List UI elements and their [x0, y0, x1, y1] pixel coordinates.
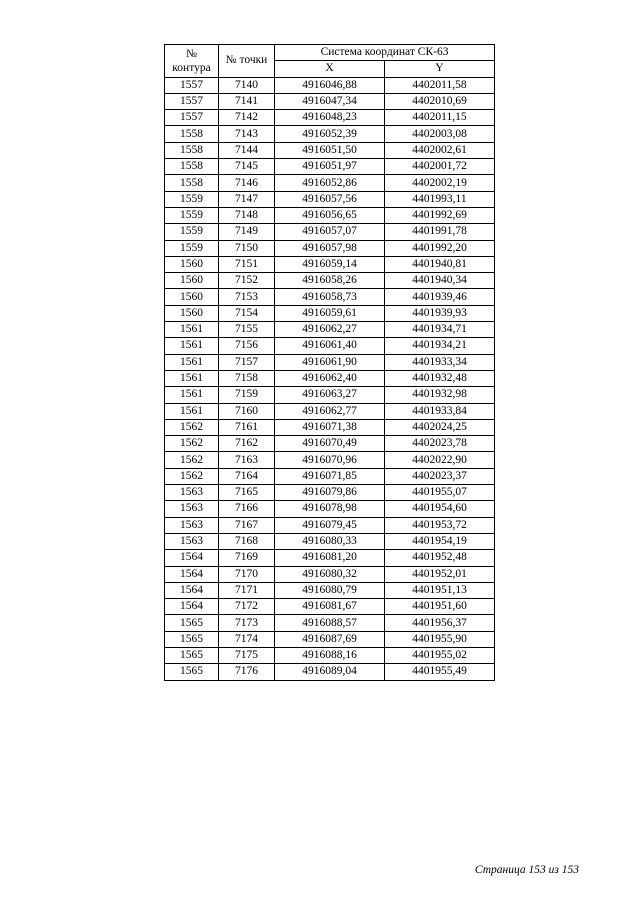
point-cell: 7161 — [219, 419, 275, 435]
point-cell: 7148 — [219, 207, 275, 223]
point-cell: 7158 — [219, 370, 275, 386]
y-cell: 4402002,19 — [385, 175, 495, 191]
contour-cell: 1560 — [165, 256, 219, 272]
x-cell: 4916081,20 — [275, 550, 385, 566]
x-cell: 4916063,27 — [275, 387, 385, 403]
table-row — [165, 370, 495, 386]
point-cell: 7163 — [219, 452, 275, 468]
point-cell: 7156 — [219, 338, 275, 354]
point-cell: 7173 — [219, 615, 275, 631]
point-cell: 7162 — [219, 436, 275, 452]
contour-cell: 1561 — [165, 322, 219, 338]
x-cell: 4916062,77 — [275, 403, 385, 419]
contour-cell: 1565 — [165, 664, 219, 680]
x-cell: 4916071,38 — [275, 419, 385, 435]
y-cell: 4401955,02 — [385, 647, 495, 663]
point-cell: 7172 — [219, 599, 275, 615]
contour-cell: 1563 — [165, 485, 219, 501]
contour-cell: 1558 — [165, 126, 219, 142]
point-cell: 7176 — [219, 664, 275, 680]
point-cell: 7165 — [219, 485, 275, 501]
point-cell: 7150 — [219, 240, 275, 256]
x-cell: 4916052,86 — [275, 175, 385, 191]
table-row — [165, 599, 495, 615]
point-cell: 7149 — [219, 224, 275, 240]
contour-cell: 1557 — [165, 110, 219, 126]
table-row — [165, 338, 495, 354]
contour-cell: 1562 — [165, 452, 219, 468]
page-number: Страница 153 из 153 — [474, 864, 579, 876]
y-cell: 4401934,21 — [385, 338, 495, 354]
y-cell: 4401939,93 — [385, 305, 495, 321]
x-cell: 4916058,73 — [275, 289, 385, 305]
contour-cell: 1565 — [165, 615, 219, 631]
point-cell: 7146 — [219, 175, 275, 191]
table-row — [165, 159, 495, 175]
y-cell: 4401933,34 — [385, 354, 495, 370]
y-cell: 4401933,84 — [385, 403, 495, 419]
contour-cell: 1563 — [165, 517, 219, 533]
table-row — [165, 387, 495, 403]
x-cell: 4916061,40 — [275, 338, 385, 354]
y-cell: 4401955,49 — [385, 664, 495, 680]
y-cell: 4401940,81 — [385, 256, 495, 272]
point-cell: 7154 — [219, 305, 275, 321]
coordinates-table — [164, 44, 495, 681]
contour-cell: 1563 — [165, 533, 219, 549]
contour-cell: 1565 — [165, 631, 219, 647]
x-cell: 4916059,61 — [275, 305, 385, 321]
header-coordinate-system: Система координат СК-63 — [275, 45, 495, 61]
contour-cell: 1564 — [165, 566, 219, 582]
table-row — [165, 354, 495, 370]
y-cell: 4402024,25 — [385, 419, 495, 435]
table-row — [165, 110, 495, 126]
table-row — [165, 93, 495, 109]
table-row — [165, 142, 495, 158]
y-cell: 4402011,58 — [385, 77, 495, 93]
contour-cell: 1562 — [165, 436, 219, 452]
table-row — [165, 175, 495, 191]
y-cell: 4402023,78 — [385, 436, 495, 452]
point-cell: 7169 — [219, 550, 275, 566]
y-cell: 4402022,90 — [385, 452, 495, 468]
table-row — [165, 403, 495, 419]
x-cell: 4916051,50 — [275, 142, 385, 158]
y-cell: 4401934,71 — [385, 322, 495, 338]
table-row — [165, 615, 495, 631]
contour-cell: 1564 — [165, 582, 219, 598]
contour-cell: 1559 — [165, 207, 219, 223]
x-cell: 4916071,85 — [275, 468, 385, 484]
header-point-no: № точки — [219, 45, 275, 78]
point-cell: 7159 — [219, 387, 275, 403]
table-row — [165, 207, 495, 223]
contour-cell: 1560 — [165, 273, 219, 289]
y-cell: 4401951,60 — [385, 599, 495, 615]
contour-cell: 1564 — [165, 550, 219, 566]
point-cell: 7145 — [219, 159, 275, 175]
y-cell: 4402001,72 — [385, 159, 495, 175]
contour-cell: 1557 — [165, 77, 219, 93]
x-cell: 4916061,90 — [275, 354, 385, 370]
x-cell: 4916079,86 — [275, 485, 385, 501]
y-cell: 4402003,08 — [385, 126, 495, 142]
x-cell: 4916057,07 — [275, 224, 385, 240]
header-x: X — [275, 61, 385, 77]
point-cell: 7174 — [219, 631, 275, 647]
x-cell: 4916057,56 — [275, 191, 385, 207]
point-cell: 7151 — [219, 256, 275, 272]
x-cell: 4916080,79 — [275, 582, 385, 598]
x-cell: 4916081,67 — [275, 599, 385, 615]
header-y: Y — [385, 61, 495, 77]
coordinates-table-wrap — [164, 44, 494, 681]
contour-cell: 1559 — [165, 191, 219, 207]
table-row — [165, 77, 495, 93]
contour-cell: 1561 — [165, 370, 219, 386]
y-cell: 4402002,61 — [385, 142, 495, 158]
table-row — [165, 126, 495, 142]
contour-cell: 1564 — [165, 599, 219, 615]
contour-cell: 1558 — [165, 175, 219, 191]
y-cell: 4401954,60 — [385, 501, 495, 517]
table-header — [165, 45, 495, 78]
table-row — [165, 322, 495, 338]
x-cell: 4916051,97 — [275, 159, 385, 175]
x-cell: 4916079,45 — [275, 517, 385, 533]
x-cell: 4916089,04 — [275, 664, 385, 680]
y-cell: 4401993,11 — [385, 191, 495, 207]
point-cell: 7171 — [219, 582, 275, 598]
table-row — [165, 664, 495, 680]
contour-cell: 1559 — [165, 224, 219, 240]
y-cell: 4401991,78 — [385, 224, 495, 240]
point-cell: 7164 — [219, 468, 275, 484]
y-cell: 4401956,37 — [385, 615, 495, 631]
point-cell: 7160 — [219, 403, 275, 419]
y-cell: 4401955,90 — [385, 631, 495, 647]
y-cell: 4401952,01 — [385, 566, 495, 582]
x-cell: 4916088,57 — [275, 615, 385, 631]
contour-cell: 1557 — [165, 93, 219, 109]
x-cell: 4916059,14 — [275, 256, 385, 272]
point-cell: 7144 — [219, 142, 275, 158]
table-row — [165, 550, 495, 566]
x-cell: 4916080,32 — [275, 566, 385, 582]
y-cell: 4401932,98 — [385, 387, 495, 403]
point-cell: 7170 — [219, 566, 275, 582]
point-cell: 7142 — [219, 110, 275, 126]
point-cell: 7168 — [219, 533, 275, 549]
y-cell: 4401953,72 — [385, 517, 495, 533]
point-cell: 7167 — [219, 517, 275, 533]
table-body — [165, 77, 495, 680]
x-cell: 4916080,33 — [275, 533, 385, 549]
y-cell: 4401951,13 — [385, 582, 495, 598]
contour-cell: 1561 — [165, 387, 219, 403]
x-cell: 4916070,96 — [275, 452, 385, 468]
table-row — [165, 501, 495, 517]
x-cell: 4916048,23 — [275, 110, 385, 126]
contour-cell: 1561 — [165, 354, 219, 370]
y-cell: 4402010,69 — [385, 93, 495, 109]
table-row — [165, 419, 495, 435]
contour-cell: 1562 — [165, 419, 219, 435]
table-row — [165, 533, 495, 549]
contour-cell: 1560 — [165, 289, 219, 305]
point-cell: 7152 — [219, 273, 275, 289]
x-cell: 4916078,98 — [275, 501, 385, 517]
point-cell: 7166 — [219, 501, 275, 517]
table-row — [165, 647, 495, 663]
table-row — [165, 468, 495, 484]
table-row — [165, 256, 495, 272]
contour-cell: 1565 — [165, 647, 219, 663]
contour-cell: 1558 — [165, 159, 219, 175]
table-row — [165, 631, 495, 647]
x-cell: 4916087,69 — [275, 631, 385, 647]
table-row — [165, 517, 495, 533]
x-cell: 4916047,34 — [275, 93, 385, 109]
table-row — [165, 436, 495, 452]
x-cell: 4916088,16 — [275, 647, 385, 663]
y-cell: 4401932,48 — [385, 370, 495, 386]
table-row — [165, 224, 495, 240]
y-cell: 4401939,46 — [385, 289, 495, 305]
point-cell: 7141 — [219, 93, 275, 109]
table-row — [165, 485, 495, 501]
y-cell: 4401992,20 — [385, 240, 495, 256]
x-cell: 4916062,27 — [275, 322, 385, 338]
y-cell: 4401992,69 — [385, 207, 495, 223]
x-cell: 4916052,39 — [275, 126, 385, 142]
y-cell: 4402023,37 — [385, 468, 495, 484]
table-row — [165, 191, 495, 207]
contour-cell: 1558 — [165, 142, 219, 158]
y-cell: 4401952,48 — [385, 550, 495, 566]
contour-cell: 1560 — [165, 305, 219, 321]
table-row — [165, 452, 495, 468]
contour-cell: 1561 — [165, 338, 219, 354]
table-row — [165, 273, 495, 289]
y-cell: 4401940,34 — [385, 273, 495, 289]
table-row — [165, 582, 495, 598]
contour-cell: 1562 — [165, 468, 219, 484]
table-row — [165, 289, 495, 305]
point-cell: 7143 — [219, 126, 275, 142]
table-row — [165, 240, 495, 256]
x-cell: 4916070,49 — [275, 436, 385, 452]
x-cell: 4916062,40 — [275, 370, 385, 386]
y-cell: 4401955,07 — [385, 485, 495, 501]
table-row — [165, 566, 495, 582]
point-cell: 7157 — [219, 354, 275, 370]
table-row — [165, 305, 495, 321]
point-cell: 7175 — [219, 647, 275, 663]
contour-cell: 1563 — [165, 501, 219, 517]
point-cell: 7153 — [219, 289, 275, 305]
contour-cell: 1559 — [165, 240, 219, 256]
x-cell: 4916056,65 — [275, 207, 385, 223]
x-cell: 4916058,26 — [275, 273, 385, 289]
y-cell: 4402011,15 — [385, 110, 495, 126]
y-cell: 4401954,19 — [385, 533, 495, 549]
point-cell: 7140 — [219, 77, 275, 93]
contour-cell: 1561 — [165, 403, 219, 419]
point-cell: 7155 — [219, 322, 275, 338]
point-cell: 7147 — [219, 191, 275, 207]
x-cell: 4916057,98 — [275, 240, 385, 256]
x-cell: 4916046,88 — [275, 77, 385, 93]
header-contour-no: № контура — [165, 45, 219, 78]
